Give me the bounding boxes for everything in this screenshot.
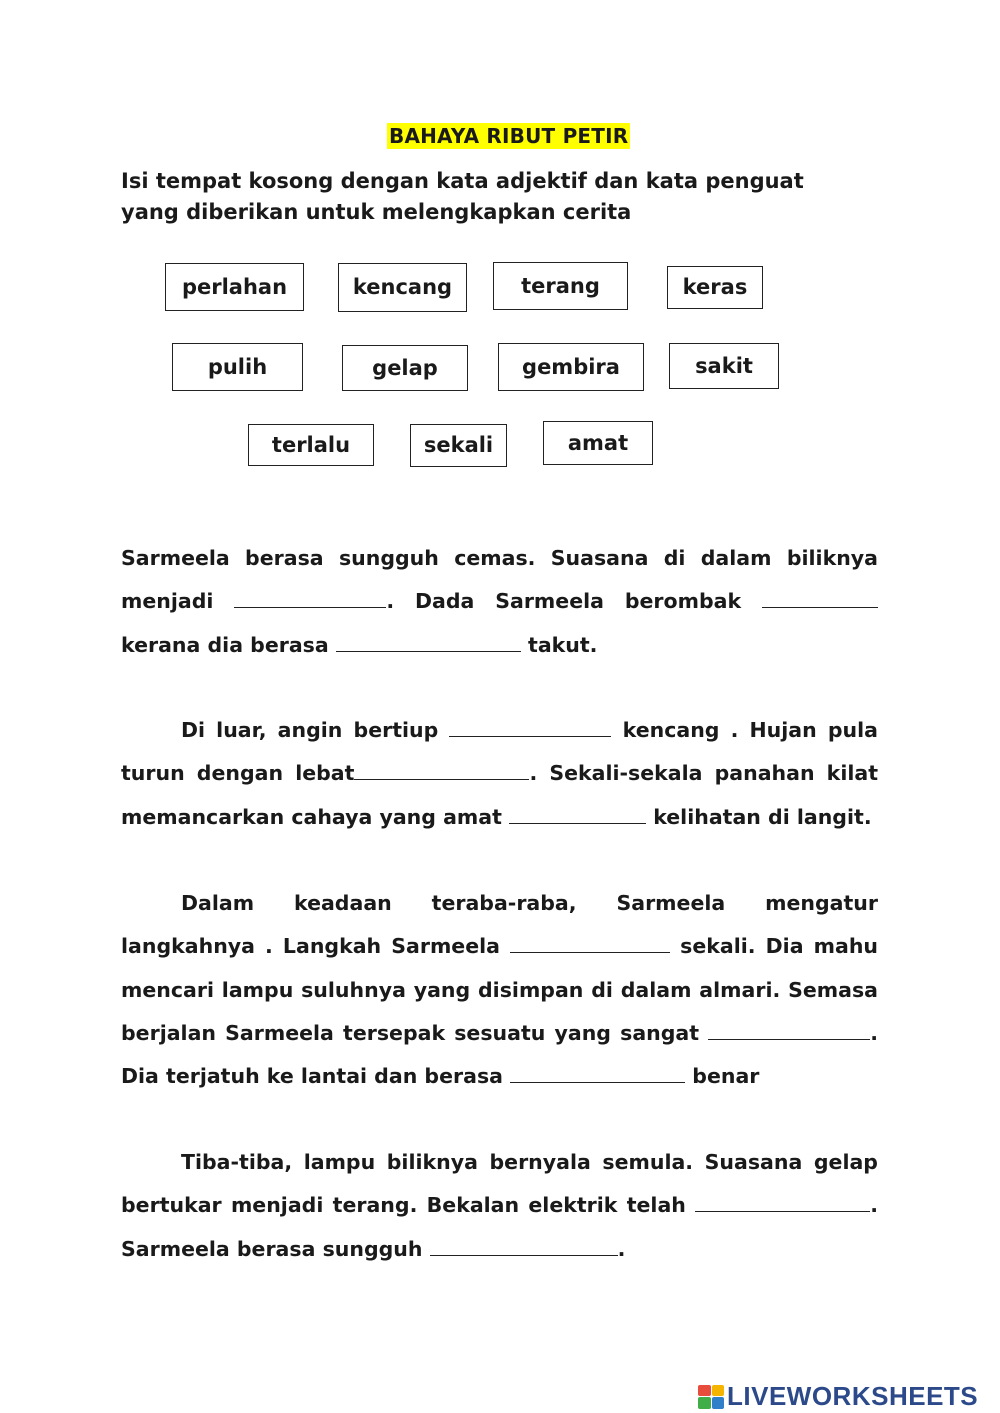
word-chip[interactable]: kencang [338, 263, 467, 312]
answer-blank[interactable] [695, 1193, 870, 1212]
word-chip[interactable]: sekali [410, 424, 507, 467]
word-chip[interactable]: terlalu [248, 424, 374, 466]
paragraph-text: sekali. Dia mahu mencari lampu suluhnya yang disimpan di dalam almari. Semasa berjalan Sarmeela tersepak sesuatu yang sangat [121, 934, 879, 1045]
word-chip[interactable]: gelap [342, 345, 468, 391]
liveworksheets-brand [698, 1381, 978, 1412]
paragraph-4 [121, 1141, 878, 1271]
paragraph-text: . Sekali-sekala panahan kilat memancarkan cahaya yang amat [121, 761, 879, 829]
answer-blank[interactable] [234, 589, 386, 608]
answer-blank[interactable] [354, 761, 529, 780]
liveworksheets-logo-icon [698, 1385, 724, 1409]
answer-blank[interactable] [762, 589, 878, 608]
answer-blank[interactable] [336, 633, 521, 652]
answer-blank[interactable] [430, 1237, 618, 1256]
paragraph-text: Di luar, angin bertiup [181, 718, 439, 742]
answer-blank[interactable] [510, 1064, 685, 1083]
answer-blank[interactable] [510, 934, 670, 953]
paragraph-text: kerana dia berasa [121, 632, 329, 657]
paragraph-text: takut. [528, 632, 598, 657]
paragraph-text: Tiba-tiba, lampu biliknya bernyala semula. Suasana gelap bertukar menjadi terang. Bekalan elektrik telah [121, 1150, 878, 1218]
paragraph-text: kencang . Hujan pula turun dengan lebat [121, 718, 879, 786]
word-chip[interactable]: keras [667, 266, 763, 309]
word-chip[interactable]: pulih [172, 343, 303, 391]
word-chip[interactable]: sakit [669, 343, 779, 389]
paragraph-text: Sarmeela berasa sungguh cemas. Suasana di dalam biliknya menjadi [121, 546, 878, 614]
paragraph-text: . [617, 1236, 626, 1261]
paragraph-text: . Dada Sarmeela berombak [386, 589, 742, 614]
word-chip[interactable]: gembira [498, 343, 644, 391]
paragraph-text: . Dia terjatuh ke lantai dan berasa [121, 1020, 879, 1089]
paragraph-text: Dalam keadaan teraba-raba, Sarmeela mengatur langkahnya . Langkah Sarmeela [121, 891, 878, 959]
brand-name: LIVEWORKSHEETS [727, 1381, 979, 1411]
word-chip[interactable]: terang [493, 262, 628, 310]
instruction-text: Isi tempat kosong dengan kata adjektif dan kata penguat yang diberikan untuk melengkapkan cerita [121, 169, 804, 224]
paragraph-text: kelihatan di langit. [653, 804, 872, 829]
word-chip[interactable]: perlahan [165, 263, 304, 311]
answer-blank[interactable] [708, 1021, 870, 1040]
paragraph-text: . Sarmeela berasa sungguh [121, 1193, 878, 1261]
answer-blank[interactable] [509, 805, 646, 824]
paragraph-text: benar [692, 1064, 760, 1089]
worksheet-title: BAHAYA RIBUT PETIR [389, 124, 629, 148]
paragraph-3 [121, 882, 878, 1098]
paragraph-1 [121, 537, 878, 667]
word-chip[interactable]: amat [543, 421, 653, 465]
paragraph-2 [121, 709, 878, 839]
answer-blank[interactable] [449, 718, 611, 737]
